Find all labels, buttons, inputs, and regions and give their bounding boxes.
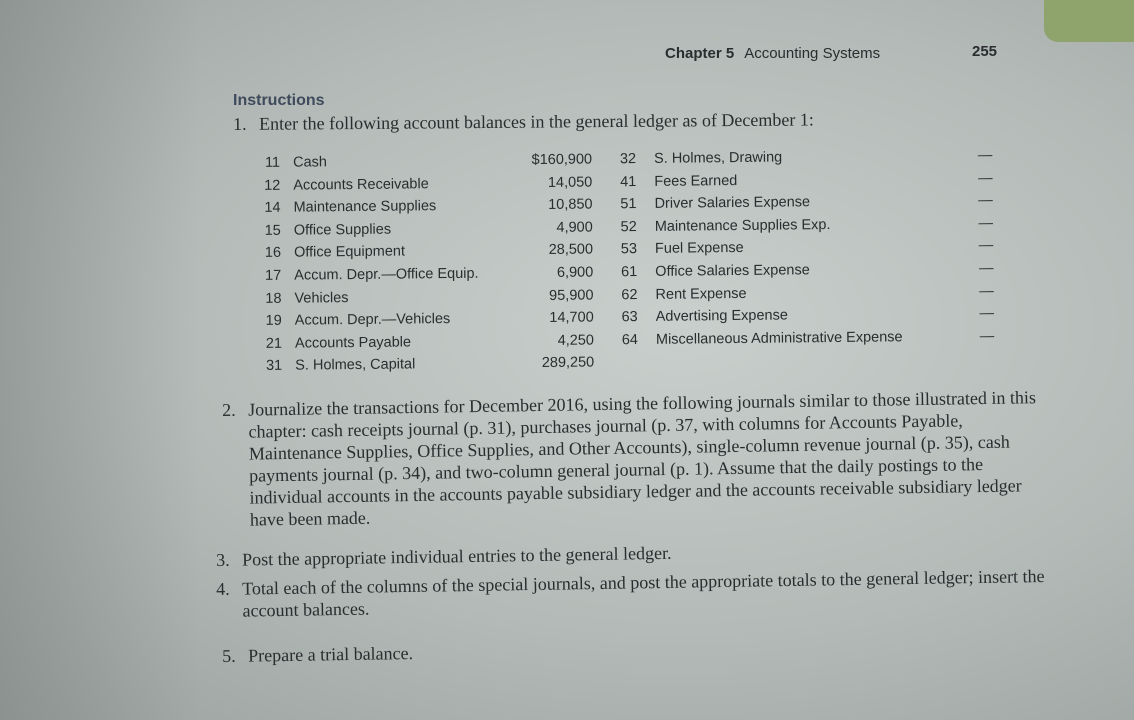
account-balance: 14,700	[549, 309, 594, 327]
account-name: Office Supplies	[293, 221, 392, 239]
step-number: 5.	[222, 645, 236, 666]
account-name: Office Equipment	[293, 243, 406, 262]
balance-dash: —	[978, 260, 994, 277]
instruction-step-3	[216, 542, 672, 571]
balance-dash: —	[978, 215, 994, 232]
account-number: 12	[264, 177, 281, 194]
balance-dash: —	[977, 169, 993, 187]
account-balance: 10,850	[548, 196, 593, 214]
account-name: Accounts Payable	[294, 334, 412, 352]
instruction-step-2	[222, 386, 1059, 531]
section-title: Accounting Systems	[744, 45, 881, 62]
balance-dash: —	[979, 282, 994, 300]
account-number: 62	[621, 286, 638, 303]
step-number: 2.	[222, 399, 236, 420]
account-number: 51	[620, 196, 637, 213]
account-name: S. Holmes, Drawing	[653, 149, 783, 167]
account-balance: 28,500	[548, 241, 594, 259]
step-text: Enter the following account balances in the general ledger as of December 1:	[259, 109, 814, 134]
account-balance: 95,900	[549, 287, 594, 304]
account-balance: 4,250	[557, 332, 595, 349]
account-name: Vehicles	[294, 289, 349, 307]
step-number: 1.	[233, 113, 247, 134]
account-balance: 14,050	[547, 174, 593, 191]
account-name: Advertising Expense	[655, 307, 788, 325]
account-name: Office Salaries Expense	[655, 262, 810, 280]
instruction-step-4	[216, 565, 1067, 622]
running-header	[665, 45, 880, 62]
account-name: Rent Expense	[655, 285, 747, 303]
account-number: 19	[265, 312, 282, 330]
account-number: 31	[265, 358, 283, 375]
account-balance: 289,250	[541, 354, 595, 372]
page-number: 255	[972, 43, 998, 60]
step-text: Journalize the transactions for December 2016, using the following journals similar to those illustrated in this chapter: cash receipts journal (p. 31), purchases journal (p. 37, with columns for Accounts Payable, Maintenance Supplies, Office Supplies, and Other Accounts), single-column revenue journal (p. 35), cash payments journal (p. 34), and two-column general journal (p. 1). Assume that the daily postings to the individual accounts in the accounts payable subsidiary ledger and the accounts receivable subsidiary ledger have been made.	[248, 387, 1037, 530]
account-name: Fuel Expense	[654, 240, 744, 258]
account-name: Accum. Depr.—Vehicles	[294, 311, 451, 329]
account-name: S. Holmes, Capital	[295, 356, 416, 374]
balance-dash: —	[978, 192, 993, 209]
step-number: 3.	[216, 549, 230, 570]
account-number: 52	[620, 218, 637, 235]
account-name: Maintenance Supplies Exp.	[654, 216, 831, 235]
page-shadow	[0, 0, 200, 720]
balance-dash: —	[978, 237, 994, 254]
chapter-label: Chapter 5	[665, 45, 735, 62]
account-name: Driver Salaries Expense	[654, 194, 811, 213]
account-balance: 6,900	[556, 264, 594, 281]
account-name: Accum. Depr.—Office Equip.	[294, 265, 479, 284]
instructions-heading: Instructions	[233, 92, 325, 109]
account-name: Cash	[292, 154, 328, 171]
instruction-step-1	[233, 108, 814, 135]
account-balances-table	[258, 147, 995, 381]
balance-dash: —	[977, 147, 993, 164]
account-number: 63	[621, 309, 638, 326]
account-number: 15	[264, 222, 281, 239]
step-text: Total each of the columns of the special journals, and post the appropriate totals to the general ledger; insert the account balances.	[242, 565, 1045, 621]
account-name: Miscellaneous Administrative Expense	[655, 329, 903, 348]
account-number: 21	[265, 335, 283, 352]
account-number: 14	[264, 199, 281, 217]
account-balance: 4,900	[556, 219, 593, 236]
balance-dash: —	[979, 305, 995, 322]
account-number: 53	[620, 241, 638, 258]
account-number: 17	[265, 267, 282, 284]
step-text: Post the appropriate individual entries to the general ledger.	[242, 542, 672, 570]
account-number: 64	[621, 331, 639, 348]
account-name: Maintenance Supplies	[293, 198, 437, 216]
account-number: 11	[264, 154, 281, 171]
account-name: Accounts Receivable	[293, 175, 429, 194]
account-number: 32	[619, 151, 637, 168]
account-number: 61	[621, 264, 638, 281]
account-name: Fees Earned	[654, 172, 738, 190]
instruction-step-5	[222, 642, 413, 667]
step-number: 4.	[216, 578, 230, 599]
account-balance: $160,900	[531, 151, 593, 169]
account-number: 41	[620, 173, 637, 190]
account-number: 16	[264, 245, 282, 262]
page-tab-marker	[1044, 0, 1134, 42]
account-number: 18	[265, 290, 282, 307]
step-text: Prepare a trial balance.	[248, 643, 414, 666]
balance-dash: —	[979, 328, 995, 345]
